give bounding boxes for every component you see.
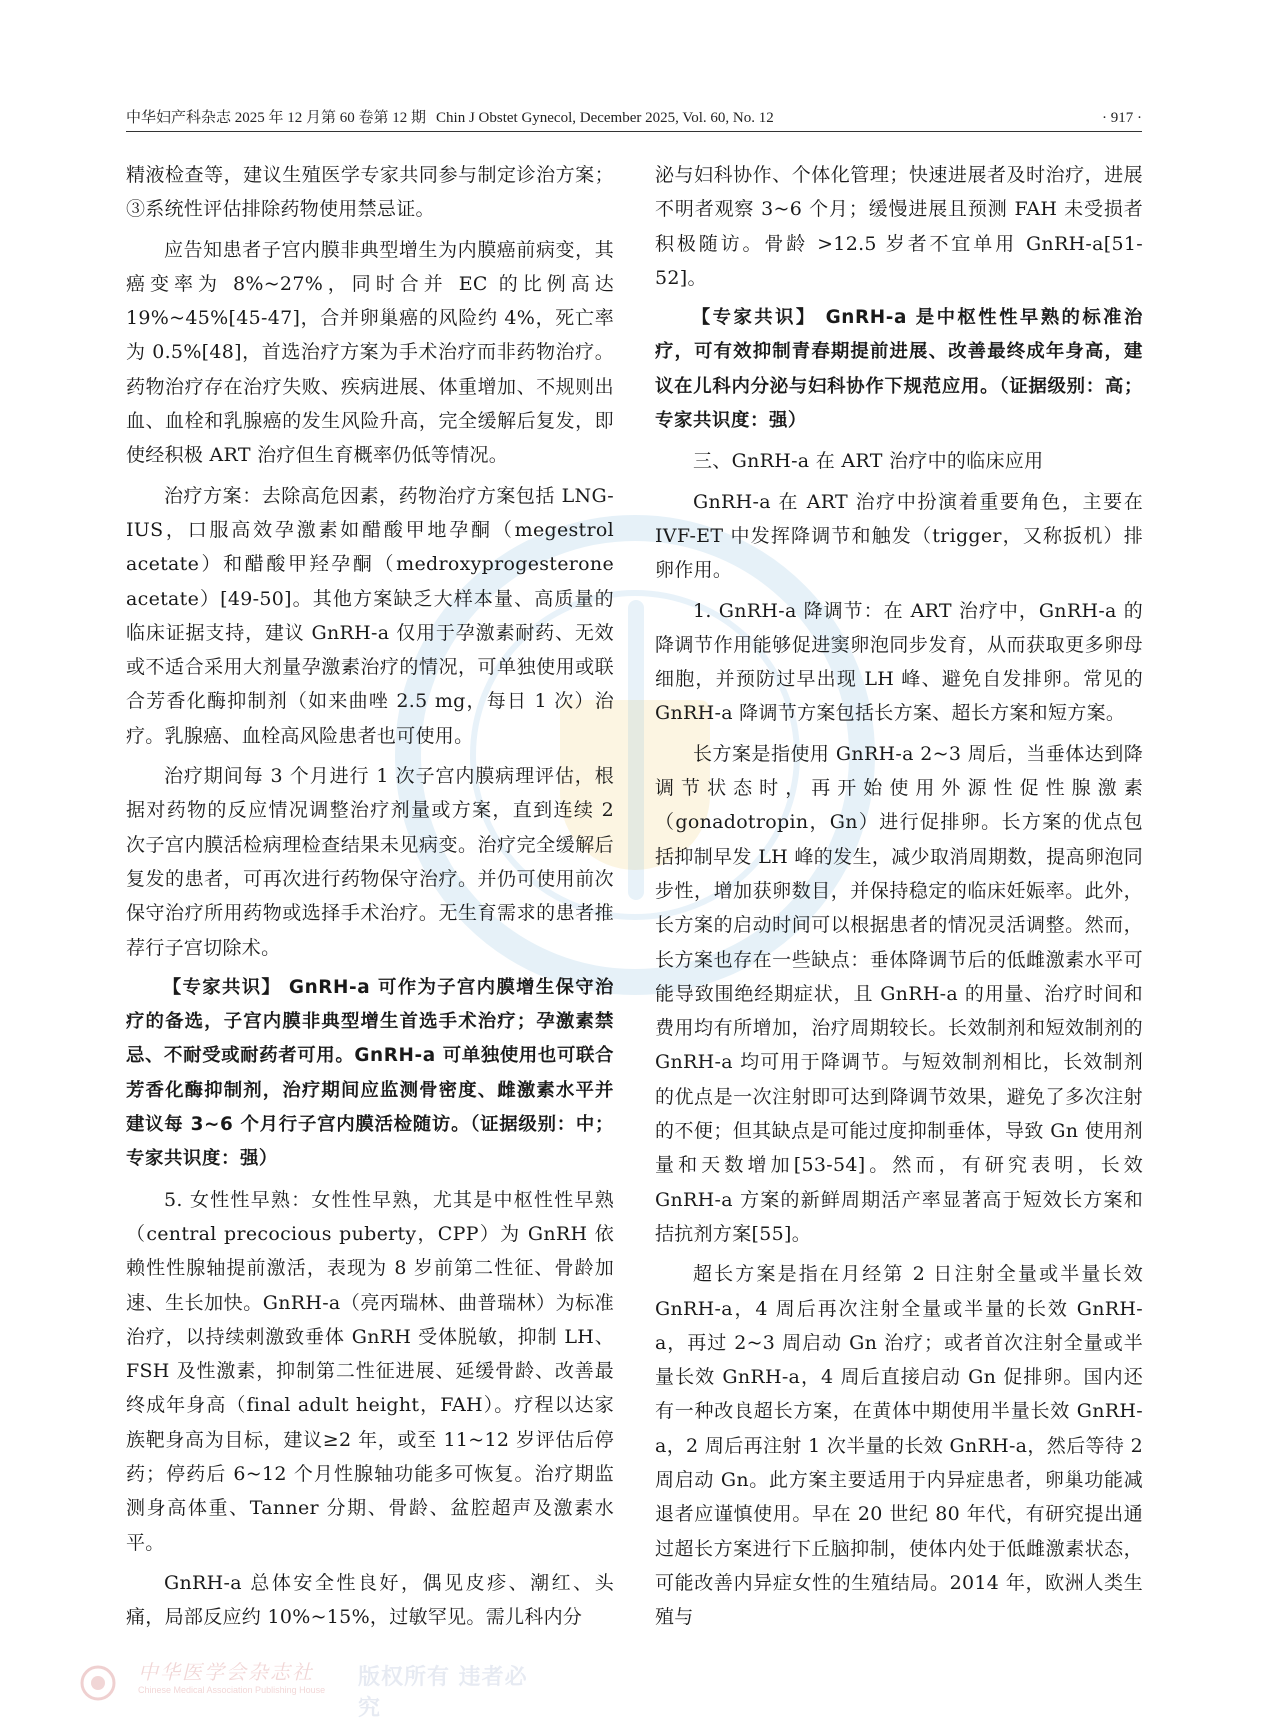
expert-consensus [655,301,1143,438]
left-column [126,158,614,1640]
publisher-watermark [138,1660,538,1721]
consensus-text: GnRH-a 是中枢性性早熟的标准治疗，可有效抑制青春期提前进展、改善最终成年身高，建议在儿科内分泌与妇科协作下规范应用。（证据级别：高；专家共识度：强） [655,307,1143,432]
expert-consensus [126,971,614,1177]
publisher-logo-icon [78,1663,132,1703]
consensus-label: 【专家共识】 [691,307,817,329]
paragraph: 治疗期间每 3 个月进行 1 次子宫内膜病理评估，根据对药物的反应情况调整治疗剂量或方案，直到连续 2 次子宫内膜活检病理检查结果未见病变。治疗完全缓解后复发的患者，可再次进行药物保守治疗。并仍可使用前次保守治疗所用药物或选择手术治疗。无生育需求的患者推荐行子宫切除术。 [126,765,614,959]
running-header [126,104,1142,132]
paragraph: 长方案是指使用 GnRH-a 2~3 周后，当垂体达到降调节状态时，再开始使用外源性促性腺激素（gonadotropin，Gn）进行促排卵。长方案的优点包括抑制早发 LH 峰的发生，减少取消周期数，提高卵泡同步性，增加获卵数目，并保持稳定的临床妊娠率。此外，长方案的启动时间可以根据患者的情况灵活调整。然而，长方案也存在一些缺点：垂体降调节后的低雌激素水平可能导致围绝经期症状，且 GnRH-a 的用量、治疗时间和费用均有所增加，治疗周期较长。长效制剂和短效制剂的 GnRH-a 均可用于降调节。与短效制剂相比，长效制剂的优点是一次注射即可达到降调节效果，避免了多次注射的不便；但其缺点是可能过度抑制垂体，导致 Gn 使用剂量和天数增加[53-54]。然而，有研究表明，长效 GnRH-a 方案的新鲜周期活产率显著高于短效长方案和拮抗剂方案[55]。 [655,742,1143,1245]
copyright-badge: 版权所有 违者必究 [358,1665,528,1721]
paragraph: GnRH-a 总体安全性良好，偶见皮疹、潮红、头痛，局部反应约 10%~15%，过敏罕见。需儿科内分 [126,1571,614,1629]
paragraph: 超长方案是指在月经第 2 日注射全量或半量长效 GnRH-a，4 周后再次注射全量或半量的长效 GnRH-a，再过 2~3 周启动 Gn 治疗；或者首次注射全量或半量长效 GnRH-a，4 周后直接启动 Gn 促排卵。国内还有一种改良超长方案，在黄体中期使用半量长效 GnRH-a，2 周后再注射 1 次半量的长效 GnRH-a，然后等待 2 周启动 Gn。此方案主要适用于内异症患者，卵巢功能减退者应谨慎使用。早在 20 世纪 80 年代，有研究提出通过超长方案进行下丘脑抑制，使体内处于低雌激素状态，可能改善内异症女性的生殖结局。2014 年，欧洲人类生殖与 [655,1263,1143,1629]
publisher-en: Chinese Medical Association Publishing House [138,1685,326,1695]
page-number: · 917 · [1102,110,1142,126]
paragraph: 泌与妇科协作、个体化管理；快速进展者及时治疗，进展不明者观察 3~6 个月；缓慢进展且预测 FAH 未受损者积极随访。骨龄 >12.5 岁者不宜单用 GnRH-a[51-52]。 [655,164,1143,289]
publisher-cn: 中华医学会杂志社 [138,1660,314,1684]
consensus-text: GnRH-a 可作为子宫内膜增生保守治疗的备选，子宫内膜非典型增生首选手术治疗；孕激素禁忌、不耐受或耐药者可用。GnRH-a 可单独使用也可联合芳香化酶抑制剂，治疗期间应监测骨密度、雌激素水平并建议每 3~6 个月行子宫内膜活检随访。（证据级别：中；专家共识度：强） [126,976,614,1170]
paragraph: 应告知患者子宫内膜非典型增生为内膜癌前病变，其癌变率为 8%~27%，同时合并 EC 的比例高达 19%~45%[45-47]，合并卵巢癌的风险约 4%，死亡率为 0.5%[48]，首选治疗方案为手术治疗而非药物治疗。药物治疗存在治疗失败、疾病进展、体重增加、不规则出血、血栓和乳腺癌的发生风险升高，完全缓解后复发，即使经积极 ART 治疗但生育概率仍低等情况。 [126,238,614,467]
journal-cn: 中华妇产科杂志 2025 年 12 月第 60 卷第 12 期 [126,110,427,126]
paragraph: 精液检查等，建议生殖医学专家共同参与制定诊治方案；③系统性评估排除药物使用禁忌证。 [126,164,614,221]
journal-en: Chin J Obstet Gynecol, December 2025, Vol. 60, No. 12 [436,110,774,126]
right-column [655,158,1143,1640]
watermark-staff-icon [628,600,644,900]
section-heading: 三、GnRH-a 在 ART 治疗中的临床应用 [693,450,1044,473]
journal-info [126,104,774,132]
paragraph: 1. GnRH-a 降调节：在 ART 治疗中，GnRH-a 的降调节作用能够促进窦卵泡同步发育，从而获取更多卵母细胞，并预防过早出现 LH 峰、避免自发排卵。常见的 GnRH-a 降调节方案包括长方案、超长方案和短方案。 [655,599,1143,725]
consensus-label: 【专家共识】 [162,976,282,998]
header-rule [126,131,1142,132]
paragraph: GnRH-a 在 ART 治疗中扮演着重要角色，主要在 IVF-ET 中发挥降调节和触发（trigger，又称扳机）排卵作用。 [655,490,1143,582]
paragraph: 治疗方案：去除高危因素，药物治疗方案包括 LNG-IUS，口服高效孕激素如醋酸甲地孕酮（megestrol acetate）和醋酸甲羟孕酮（medroxyprogesterone acetate）[49-50]。其他方案缺乏大样本量、高质量的临床证据支持，建议 GnRH-a 仅用于孕激素耐药、无效或不适合采用大剂量孕激素治疗的情况，可单独使用或联合芳香化酶抑制剂（如来曲唑 2.5 mg，每日 1 次）治疗。乳腺癌、血栓高风险患者也可使用。 [126,484,614,747]
paragraph: 5. 女性性早熟：女性性早熟，尤其是中枢性性早熟（central precocious puberty，CPP）为 GnRH 依赖性性腺轴提前激活，表现为 8 岁前第二性征、骨龄加速、生长加快。GnRH-a（亮丙瑞林、曲普瑞林）为标准治疗，以持续刺激致垂体 GnRH 受体脱敏，抑制 LH、FSH 及性激素，抑制第二性征进展、延缓骨龄、改善最终成年身高（final adult height，FAH）。疗程以达家族靶身高为目标，建议≥2 年，或至 11~12 岁评估后停药；停药后 6~12 个月性腺轴功能多可恢复。治疗期监测身高体重、Tanner 分期、骨龄、盆腔超声及激素水平。 [126,1188,614,1554]
